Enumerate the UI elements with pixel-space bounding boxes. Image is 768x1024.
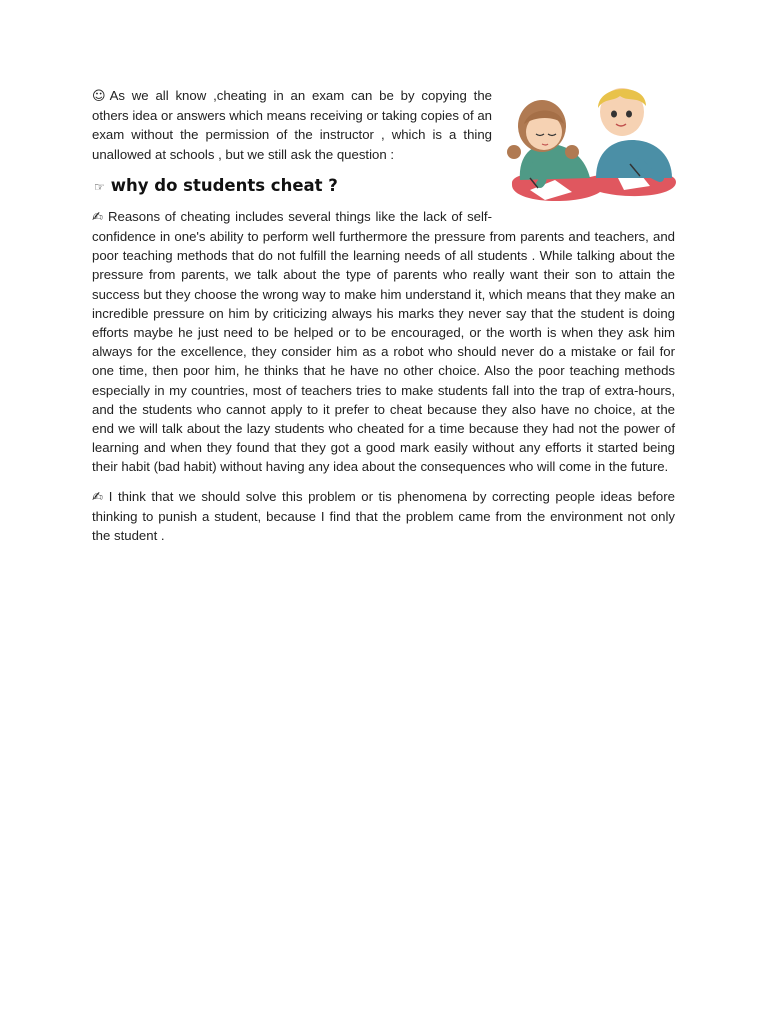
intro-text: As we all know ,cheating in an exam can be by copying the others idea or answers which means receiving or taking copies of an exam without the permission of the instructor , which is a thing unallowed at schools , but we still ask the question :	[92, 88, 492, 162]
pointing-hand-icon: ☞	[94, 179, 105, 194]
heading-text: why do students cheat ?	[110, 175, 338, 195]
students-cheating-illustration	[500, 82, 680, 212]
intro-paragraph	[92, 86, 492, 164]
conclusion-paragraph	[92, 487, 675, 546]
conclusion-text: I think that we should solve this problem or tis phenomena by correcting people ideas before thinking to punish a student, because I find that the problem came from the environment not only the student .	[92, 488, 675, 544]
writing-hand-icon: ✍	[92, 209, 104, 225]
reasons-text: Reasons of cheating includes several things like the lack of self-confidence in one's ability to perform well furthermore the pressure from parents and teachers, and poor teaching methods that do not fulfill the learning needs of all students . While talking about the pressure from parents, we talk about the type of parents who really want their son to attain the success but they choose the wrong way to make him understand it, which means that they make an incredible pressure on him by criticizing always his marks they never say that the student is doing efforts maybe he just need to be helped or to be encouraged, or the worth is when they ask him always for the excellence, they consider him as a robot who should never do a mistake or fail for one time, then poor him, he thinks that he have no other choice. Also the poor teaching methods especially in my countries, most of teachers tries to make students fall into the trap of extra-hours, and the students who cannot apply to it prefer to cheat because they also have no choice, at the end we will talk about the lazy students who cheated for a time because they had not the power of learning and when they found that they got a good mark easily without any efforts it started being their habit (bad habit) without having any idea about the consequences who will come in the future.	[92, 208, 675, 475]
smiley-icon: ☺	[92, 89, 106, 104]
signature-icon: ✍	[92, 489, 105, 505]
reasons-paragraph	[92, 207, 675, 477]
